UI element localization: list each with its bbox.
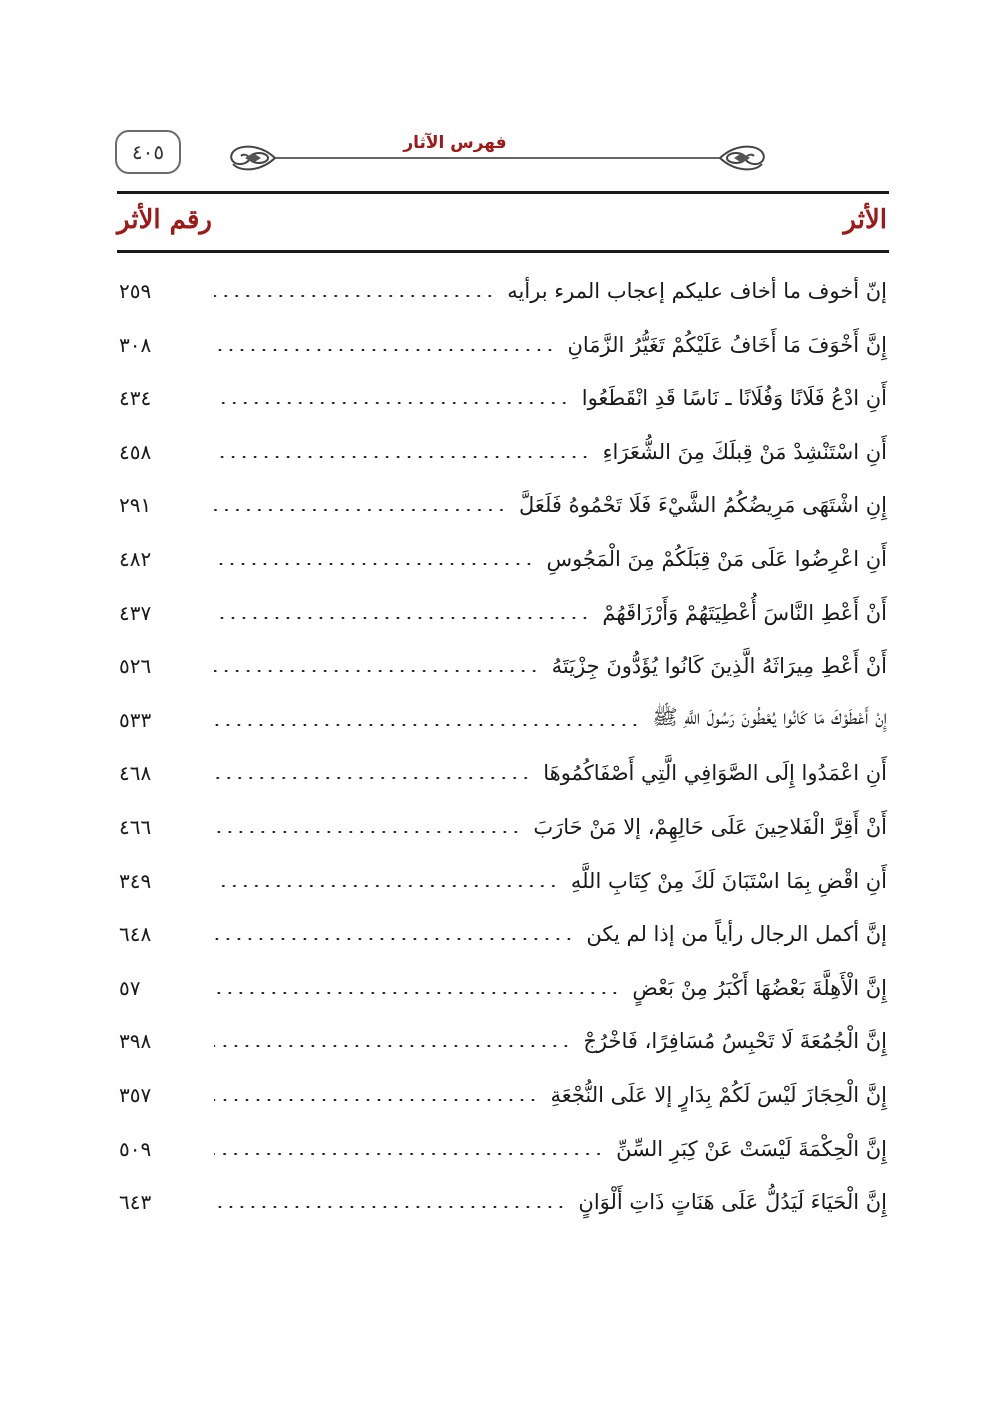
entry-number: ٢٥٩ (119, 279, 152, 303)
entry-text: أَنِ اسْتَنْشِدْ مَنْ قِبلَكَ مِنَ الشُّعَرَاءِ (602, 439, 887, 464)
list-item (117, 487, 887, 523)
list-item (117, 541, 887, 577)
list-item (117, 1077, 887, 1113)
list-item (117, 434, 887, 470)
dot-leader (214, 831, 521, 833)
list-item (117, 702, 887, 738)
list-item (117, 1023, 887, 1059)
entry-text: أَنِ اقْضِ بِمَا اسْتَبَانَ لَكَ مِنْ كِتَابِ اللَّهِ (570, 868, 887, 893)
dot-leader (214, 349, 555, 351)
entry-text: إِنَّ الْحَيَاءَ لَيَدُلُّ عَلَى هَنَاتٍ ذَاتِ أَلْوَانٍ (578, 1190, 887, 1215)
dot-leader (214, 1206, 566, 1208)
dot-leader (214, 295, 495, 297)
column-header-number: رقم الأثر (117, 205, 212, 235)
entry-number: ٦٤٣ (119, 1190, 152, 1215)
entry-number: ٥٠٩ (119, 1136, 152, 1161)
dot-leader (214, 456, 591, 458)
entry-text: أَنْ أَعْطِ النَّاسَ أُعْطِيَتَهُمْ وَأَرْزَاقَهُمْ (602, 600, 887, 625)
entry-number: ٣٠٨ (119, 332, 152, 357)
column-header-rule (117, 250, 889, 253)
dot-leader (214, 563, 534, 565)
list-item (117, 1131, 887, 1167)
entry-number: ٤٣٤ (119, 386, 152, 411)
dot-leader (214, 1099, 538, 1101)
entry-text: إِنْ أَعْطَوْكَ مَا كَانُوا يُعْطُونَ رَسُولَ اللَّهِ ﷺ (652, 705, 887, 730)
dot-leader (214, 1153, 604, 1155)
list-item (117, 755, 887, 791)
dot-leader (214, 885, 559, 887)
entry-number: ٣٩٨ (119, 1029, 152, 1054)
entry-text: إنّ أخوف ما أخاف عليكم إعجاب المرء برأيه (507, 279, 887, 303)
dot-leader (214, 617, 590, 619)
list-item (117, 970, 887, 1006)
list-item (117, 595, 887, 631)
dot-leader (214, 992, 620, 994)
entry-text: أَنِ ادْعُ فَلَانًا وَفُلَانًا ـ نَاسًا قَدِ انْقَطَعُوا (581, 386, 887, 411)
column-header-athar: الأثر (843, 205, 887, 235)
page-number: ٤٠٥ (115, 130, 181, 174)
list-item (117, 648, 887, 684)
entry-number: ٤٦٦ (119, 815, 152, 839)
entry-text: إِنَّ الْأَهِلَّةَ بَعْضُهَا أَكْبَرُ مِنْ بَعْضٍ (632, 975, 887, 1000)
list-item (117, 809, 887, 845)
entry-number: ٤٦٨ (119, 761, 152, 786)
list-item (117, 273, 887, 309)
header-rule (117, 191, 889, 194)
entry-text: أَنْ أَعْطِ مِيرَاثَهُ الَّذِينَ كَانُوا يُؤَدُّونَ جِزْيَتَهُ (551, 654, 887, 679)
dot-leader (214, 724, 640, 726)
entry-text: أَنِ اعْرِضُوا عَلَى مَنْ قِبَلَكُمْ مِنَ الْمَجُوسِ (546, 547, 887, 571)
list-item (117, 916, 887, 952)
list-item (117, 863, 887, 899)
entry-number: ٢٩١ (119, 493, 152, 518)
dot-leader (214, 402, 570, 404)
dot-leader (214, 777, 531, 779)
page-title: فهرس الآثار (403, 133, 507, 153)
entry-text: إِنَّ الْحِكْمَةَ لَيْسَتْ عَنْ كِبَرِ السِّنِّ (616, 1136, 887, 1161)
entry-text: أَنْ أَقِرَّ الْفَلاحِينَ عَلَى حَالِهِمْ، إلا مَنْ حَارَبَ (533, 815, 887, 839)
list-item (117, 1184, 887, 1220)
entry-text: إِنَّ الْحِجَازَ لَيْسَ لَكُمْ بِدَارٍ إلا عَلَى النُّجْعَةِ (550, 1083, 887, 1107)
entry-number: ٥٧ (119, 975, 141, 1000)
dot-leader (214, 509, 507, 511)
list-item (117, 327, 887, 363)
entry-number: ٥٣٣ (119, 707, 152, 732)
entry-text: أَنِ اعْمَدُوا إِلَى الصَّوَافِي الَّتِي أَصْفَاكُمُوهَا (543, 761, 887, 786)
entry-number: ٦٤٨ (119, 922, 152, 947)
entry-number: ٣٥٧ (119, 1083, 152, 1107)
entry-number: ٣٤٩ (119, 868, 152, 893)
dot-leader (214, 938, 574, 940)
entry-text: إِنَّ الْجُمُعَةَ لَا تَحْبِسُ مُسَافِرًا، فَاخْرُجْ (583, 1029, 887, 1054)
entry-text: إِنَّ أَخْوَفَ مَا أَخَافُ عَلَيْكُمْ تَغَيُّرُ الزَّمَانِ (567, 332, 887, 357)
entry-text: إِنِ اشْتَهَى مَرِيضُكُمُ الشَّيْءَ فَلَا تَحْمُوهُ فَلَعَلَّ (518, 493, 887, 518)
entry-number: ٤٥٨ (119, 439, 152, 464)
entry-number: ٤٨٢ (119, 547, 152, 571)
entry-number: ٥٢٦ (119, 654, 152, 679)
entry-text: إنَّ أكمل الرجال رأياً من إذا لم يكن (586, 922, 887, 947)
list-item (117, 380, 887, 416)
entry-number: ٤٣٧ (119, 600, 152, 625)
dot-leader (214, 670, 540, 672)
dot-leader (214, 1045, 571, 1047)
